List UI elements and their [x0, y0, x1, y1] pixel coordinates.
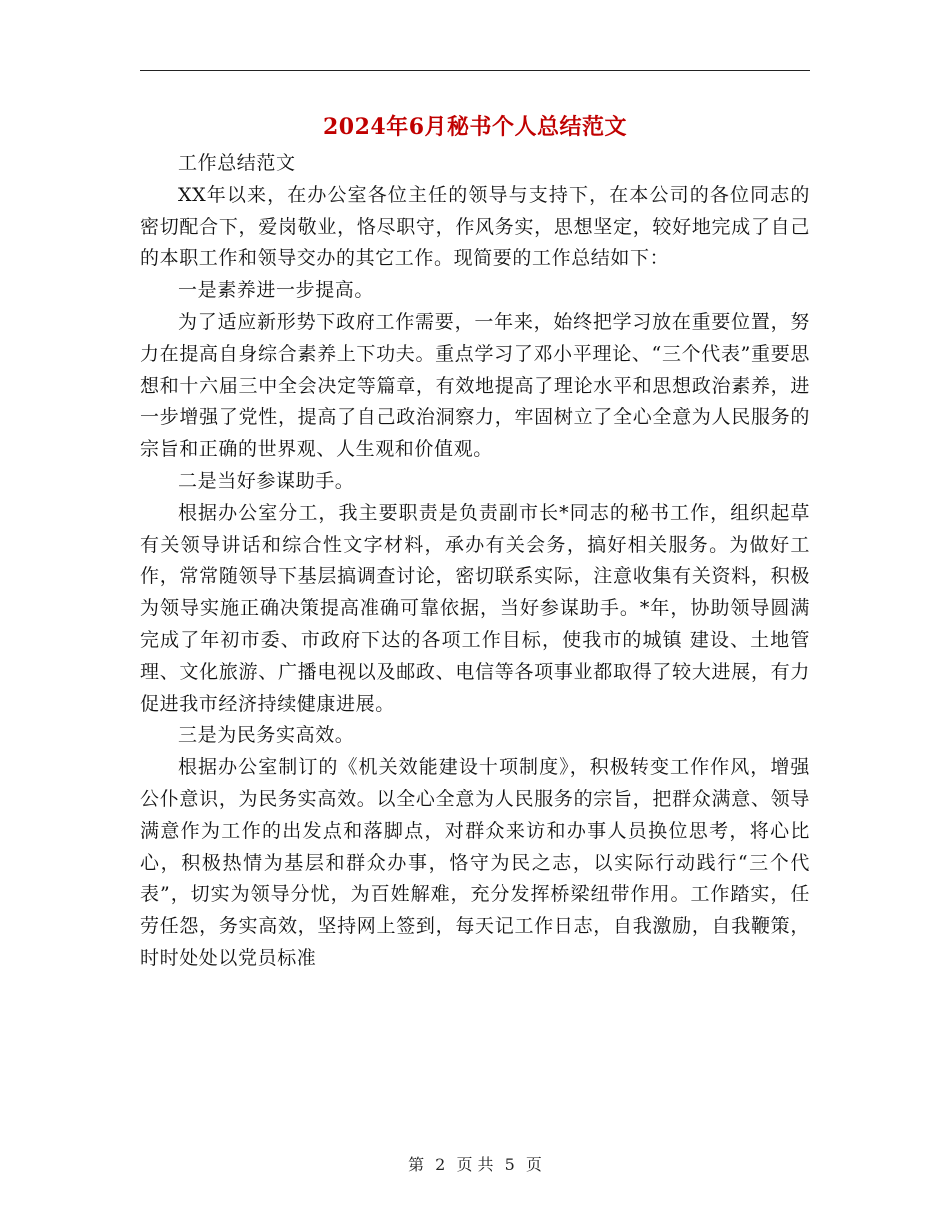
document-title: 2024年6月秘书个人总结范文	[322, 114, 628, 140]
page-number-footer	[0, 1154, 950, 1176]
paragraph-heading-1: 一是素养进一步提高。	[178, 279, 375, 302]
paragraph-body-3: 根据办公室制订的《机关效能建设十项制度》，积极转变工作作风，增强公仆意识，为民务实高效。以全心全意为人民服务的宗旨，把群众满意、领导满意作为工作的出发点和落脚点，对群众来访和办事人员换位思考，将心比心，积极热情为基层和群众办事，恪守为民之志，以实际行动践行“三个代表”，切实为领导分忧，为百姓解难，充分发挥桥梁纽带作用。工作踏实，任劳任怨，务实高效，坚持网上签到，每天记工作日志，自我激励，自我鞭策，时时处处以党员标准	[140, 756, 810, 969]
paragraph-body-1: 为了适应新形势下政府工作需要，一年来，始终把学习放在重要位置，努力在提高自身综合素养上下功夫。重点学习了邓小平理论、“三个代表”重要思想和十六届三中全会决定等篇章，有效地提高了理论水平和思想政治素养，进一步增强了党性，提高了自己政治洞察力，牢固树立了全心全意为人民服务的宗旨和正确的世界观、人生观和价值观。	[140, 310, 810, 461]
footer-prefix: 第	[408, 1155, 425, 1174]
footer-current-page: 2	[435, 1155, 446, 1174]
paragraph-heading-2: 二是当好参谋助手。	[178, 469, 355, 492]
footer-suffix: 页	[525, 1155, 542, 1174]
paragraph-body-2: 根据办公室分工，我主要职责是负责副市长*同志的秘书工作，组织起草有关领导讲话和综合性文字材料，承办有关会务，搞好相关服务。为做好工作，常常随领导下基层搞调查讨论，密切联系实际，注意收集有关资料，积极为领导实施正确决策提高准确可靠依据，当好参谋助手。*年，协助领导圆满完成了年初市委、市政府下达的各项工作目标，使我市的城镇 建设、土地管理、文化旅游、广播电视以及邮政、电信等各项事业都取得了较大进展，有力促进我市经济持续健康进展。	[140, 501, 810, 715]
document-body	[140, 148, 810, 975]
paragraph-intro: XX年以来，在办公室各位主任的领导与支持下，在本公司的各位同志的密切配合下，爱岗敬业，恪尽职守，作风务实，思想坚定，较好地完成了自己的本职工作和领导交办的其它工作。现简要的工作总结如下：	[140, 183, 810, 270]
footer-total-pages: 5	[504, 1155, 515, 1174]
paragraph-section-heading: 工作总结范文	[178, 152, 296, 174]
header-rule	[140, 70, 810, 71]
footer-middle: 页 共	[456, 1155, 494, 1174]
paragraph-heading-3: 三是为民务实高效。	[178, 724, 355, 747]
